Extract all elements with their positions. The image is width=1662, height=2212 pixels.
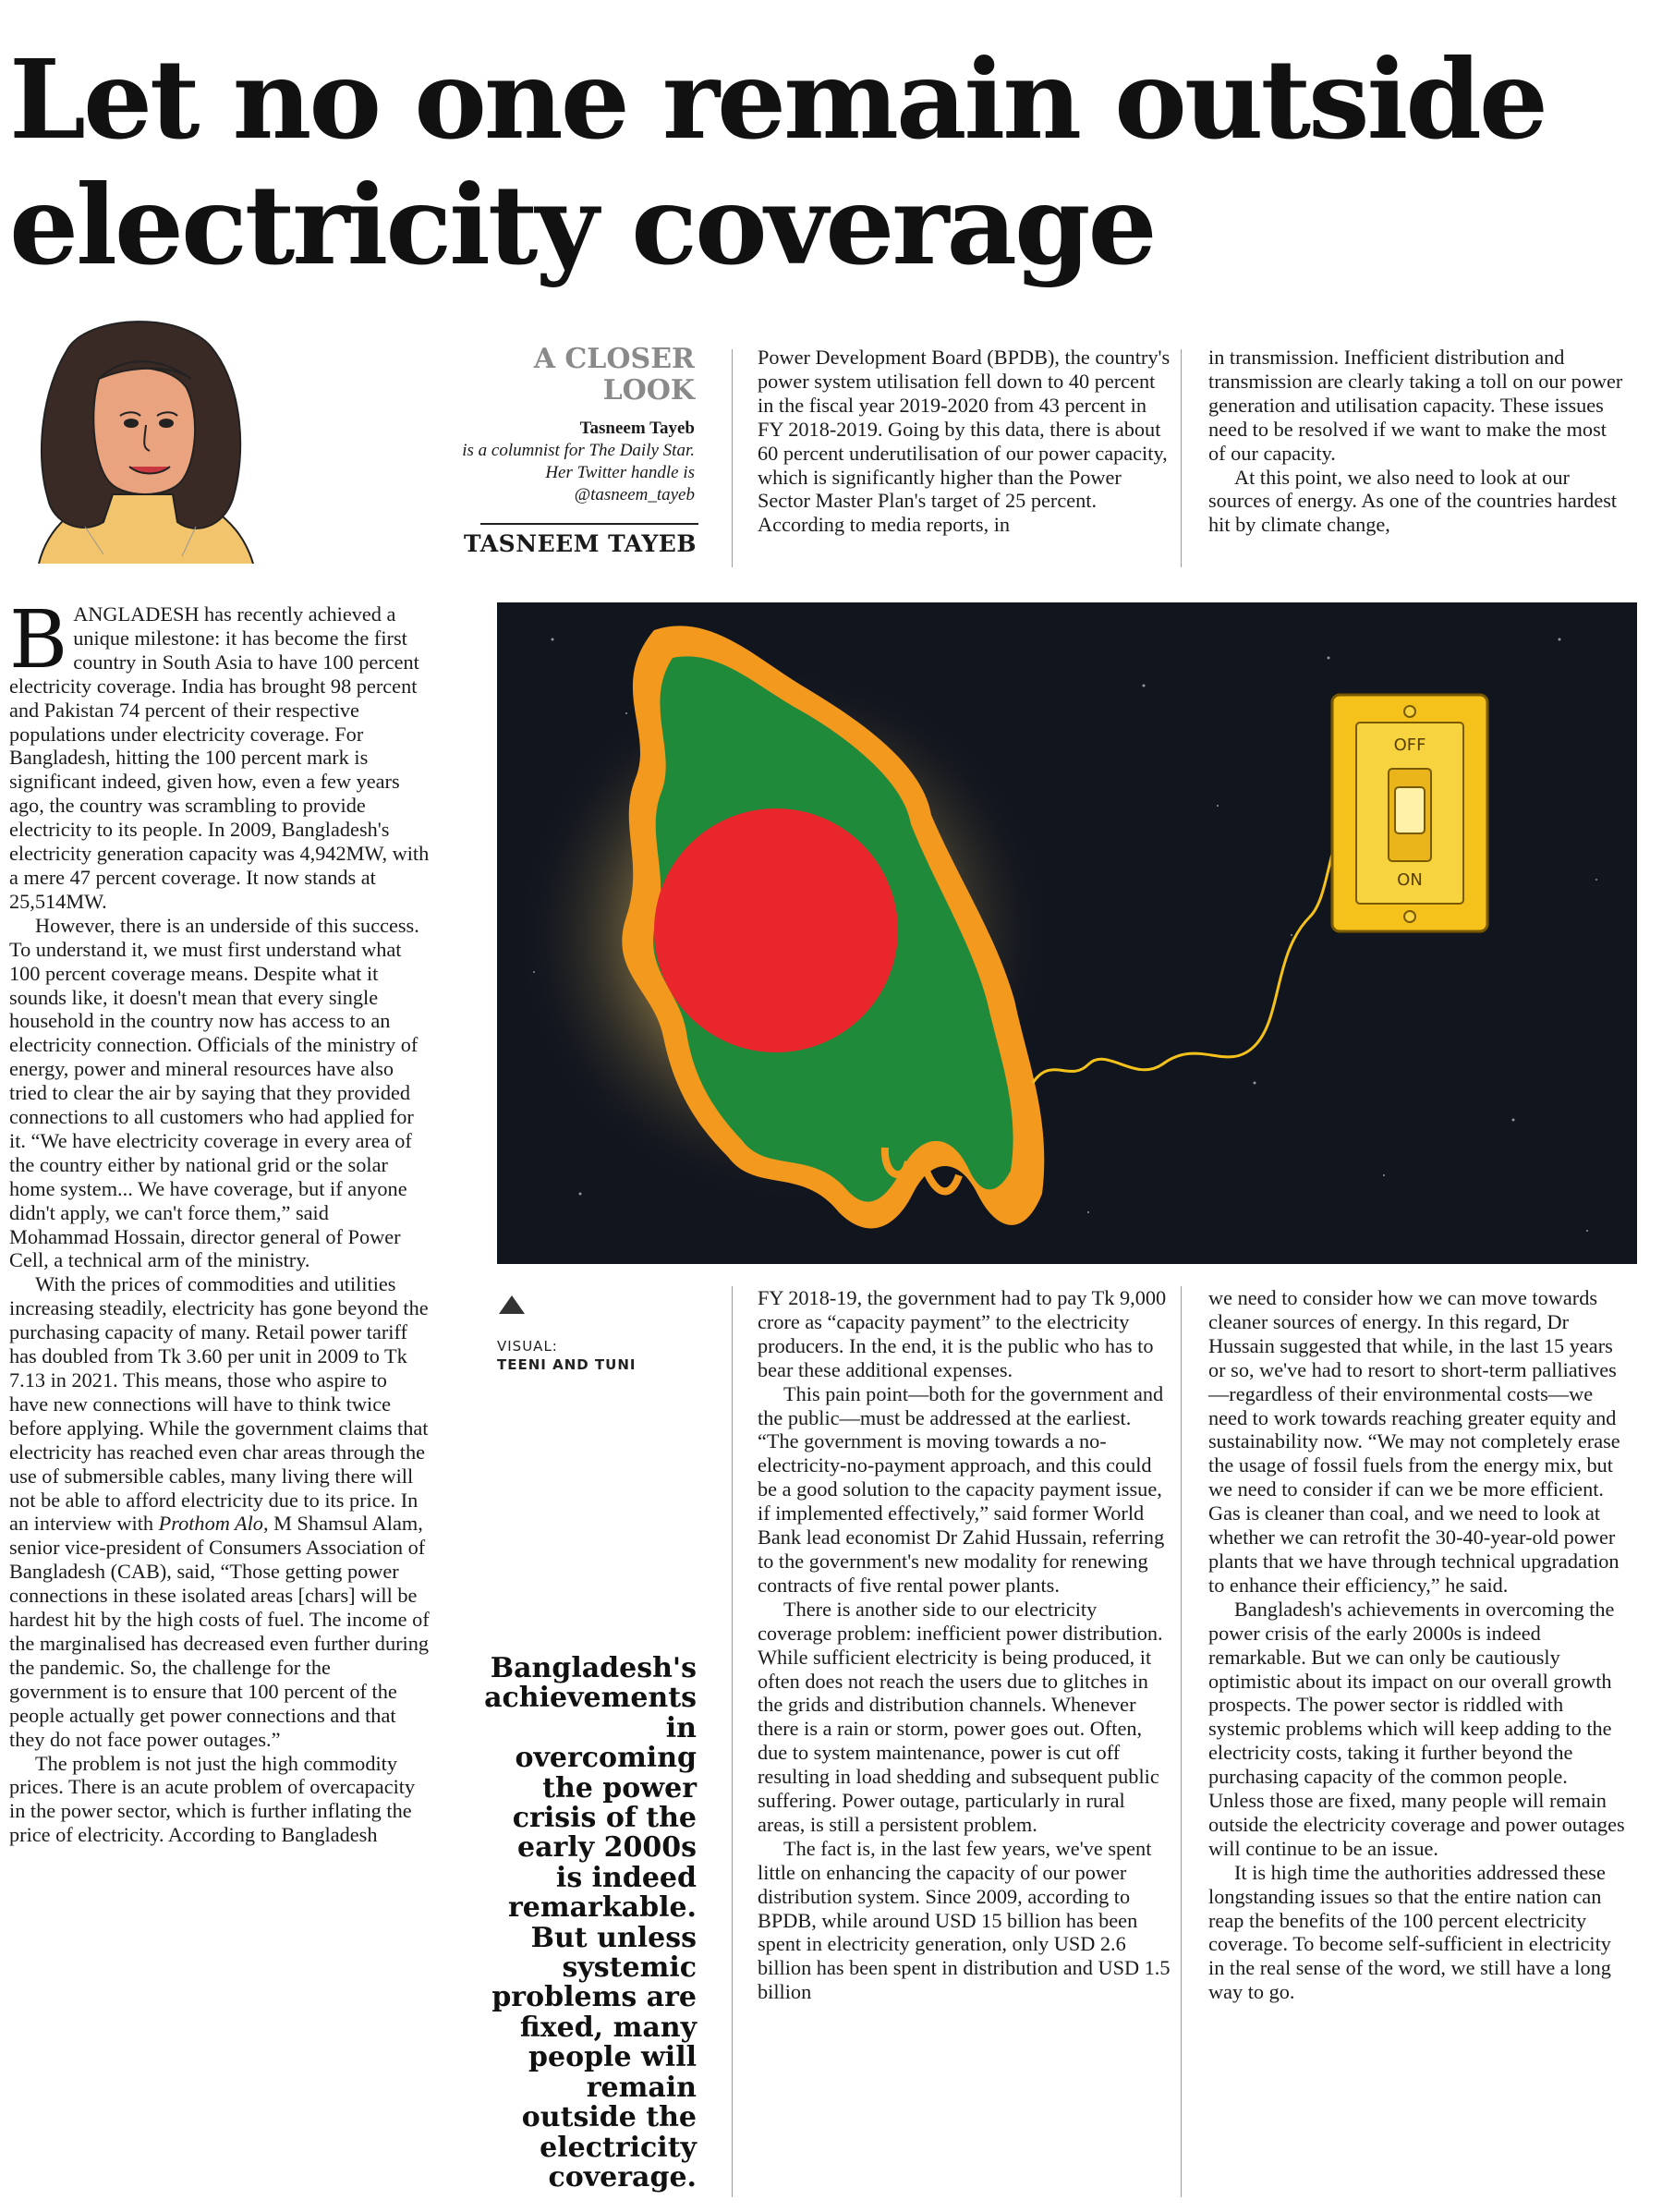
column-rule: [732, 349, 733, 567]
section-kicker: A CLOSER LOOK: [533, 343, 695, 407]
paragraph: This pain point—both for the government and the public—must be addressed at the earliest. “The government is moving towards a no-electricity-no-payment approach, and this could be a good solution to the capacity payment issue, if implemented effectively,” said former World Bank lead economist Dr Zahid Hussain, referring to the government's new modality for renewing contracts of five rental power plants.: [758, 1381, 1165, 1597]
paragraph: The fact is, in the last few years, we've spent little on enhancing the capacity of our power distribution system. Since 2009, according to BPDB, while around USD 15 billion has been spent in electricity generation, only USD 2.6 billion has been spent in distribution and USD 1.5 billion: [758, 1836, 1171, 2004]
article-column-2-bottom: [758, 1286, 1171, 2004]
author-name: Tasneem Tayeb: [579, 419, 695, 438]
byline: TASNEEM TAYEB: [464, 530, 697, 557]
paragraph: Power Development Board (BPDB), the country's power system utilisation fell down to 40 percent in the fiscal year 2019-2020 from 43 percent in FY 2018-2019. Going by this data, there is about 60 percent underutilisation of our power capacity, which is significantly higher than the Power Sector Master Plan's target of 25 percent. According to media reports, in: [758, 346, 1171, 537]
paragraph: It is high time the authorities addressed these longstanding issues so that the entire nation can reap the benefits of the 100 percent electricity coverage. To become self-sufficient in electricity in the real sense of the word, we still have a long way to go.: [1208, 1860, 1611, 2004]
article-column-2-top: [758, 346, 1171, 537]
author-portrait: [11, 314, 279, 564]
column-rule: [1181, 1286, 1182, 2197]
author-bio: is a columnist for The Daily Star. Her Twitter handle is @tasneem_tayeb: [462, 441, 695, 504]
article-column-1: [9, 594, 431, 1847]
column-rule: [1181, 349, 1182, 567]
paragraph: BANGLADESH has recently achieved a unique milestone: it has become the first country in South Asia to have 100 percent electricity coverage. India has brought 98 percent and Pakistan 74 percent of their respective populations under electricity coverage. For Bangladesh, hitting the 100 percent mark is significant indeed, given how, even a few years ago, the country was scrambling to provide electricity to its people. In 2009, Bangladesh's electricity generation capacity was 4,942MW, with a mere 47 percent coverage. It now stands at 25,514MW.: [9, 594, 430, 913]
pull-quote: Bangladesh's achievements in overcoming the power crisis of the early 2000s is indeed remarkable. But unless systemic problems are fixed, many people will remain outside the electricity coverage.: [484, 1652, 697, 2194]
paragraph: Bangladesh's achievements in overcoming the power crisis of the early 2000s is indeed remarkable. But we can only be cautiously optimistic about its impact on our overall growth prospects. The power sector is riddled with systemic problems which will keep adding to the electricity costs, taking it further beyond the purchasing capacity of the common people. Unless those are fixed, many people will remain outside the electricity coverage and power outages will continue to be an issue.: [1208, 1597, 1625, 1860]
article-column-3-bottom: [1208, 1286, 1626, 2004]
paragraph: in transmission. Inefficient distribution and transmission are clearly taking a toll on our power generation and utilisation capacity. These issues need to be resolved if we want to make the most of our capacity.: [1208, 346, 1623, 465]
headline: Let no one remain outside electricity coverage: [9, 35, 1546, 289]
drop-cap: B: [9, 594, 68, 687]
paragraph: we need to consider how we can move towards cleaner sources of energy. In this regard, Dr Hussain suggested that while, in the last 15 years or so, we've had to resort to short-term palliatives—regardless of their environmental costs—we need to work towards reaching greater equity and sustainability now. “We may not completely erase the usage of fossil fuels from the energy mix, but we need to consider if can we be more efficient. Gas is cleaner than coal, and we need to look at whether we can retrofit the 30-40-year-old power plants that we have through technical upgradation to enhance their efficiency,” he said.: [1208, 1286, 1620, 1597]
article-column-3-top: [1208, 346, 1626, 537]
byline-block: [443, 344, 695, 506]
switch-on-label: ON: [1397, 870, 1423, 890]
paragraph: The problem is not just the high commodity prices. There is an acute problem of overcapacity in the power sector, which is further inflating the price of electricity. According to Bangladesh: [9, 1751, 416, 1847]
switch-off-label: OFF: [1393, 735, 1426, 755]
hero-illustration: [497, 602, 1637, 1264]
light-switch: [1332, 695, 1487, 931]
paragraph: FY 2018-19, the government had to pay Tk 9,000 crore as “capacity payment” to the electricity producers. In the end, it is the public who has to bear these additional expenses.: [758, 1286, 1167, 1381]
paragraph: However, there is an underside of this success. To understand it, we must first understand what 100 percent coverage means. Despite what it sounds like, it doesn't mean that every single household in the country now has access to an electricity connection. Officials of the ministry of energy, power and mineral resources have also tried to clear the air by saying that they provided connections to all customers who had applied for it. “We have electricity coverage in every area of the country either by national grid or the solar home system... We have coverage, but if anyone didn't apply, we can't force them,” said Mohammad Hossain, director general of Power Cell, a technical arm of the ministry.: [9, 913, 419, 1272]
column-rule: [732, 1286, 733, 2197]
triangle-icon: [499, 1295, 525, 1314]
flag-red-disc: [654, 808, 898, 1052]
byline-divider: [480, 523, 698, 525]
paragraph: At this point, we also need to look at our sources of energy. As one of the countries hardest hit by climate change,: [1208, 465, 1618, 537]
paragraph: There is another side to our electricity coverage problem: inefficient power distribution. While sufficient electricity is being produced, it often does not reach the users due to glitches in the grids and distribution channels. Whenever there is a rain or storm, power goes out. Often, due to system maintenance, power is cut off resulting in load shedding and subsequent public suffering. Power outage, particularly in rural areas, is still a persistent problem.: [758, 1597, 1163, 1836]
publication-name: Prothom Alo: [158, 1512, 263, 1536]
paragraph: With the prices of commodities and utilities increasing steadily, electricity has gone beyond the purchasing capacity of many. Retail power tariff has doubled from Tk 3.60 per unit in 2009 to Tk 7.13 in 2021. This means, those who aspire to have new connections will have to think twice before applying. While the government claims that electricity has reached even char areas through the use of submersible cables, many living there will not be able to afford electricity due to its price. In an interview with Prothom Alo, M Shamsul Alam, senior vice-president of Consumers Association of Bangladesh (CAB), said, “Those getting power connections in these isolated areas [chars] will be hardest hit by the high costs of fuel. The income of the marginalised has decreased even further during the pandemic. So, the challenge for the government is to ensure that 100 percent of the people actually get power connections and that they do not face power outages.”: [9, 1272, 430, 1751]
visual-credit-label: VISUAL:: [497, 1338, 558, 1355]
visual-credit-name: TEENI AND TUNI: [497, 1356, 637, 1373]
